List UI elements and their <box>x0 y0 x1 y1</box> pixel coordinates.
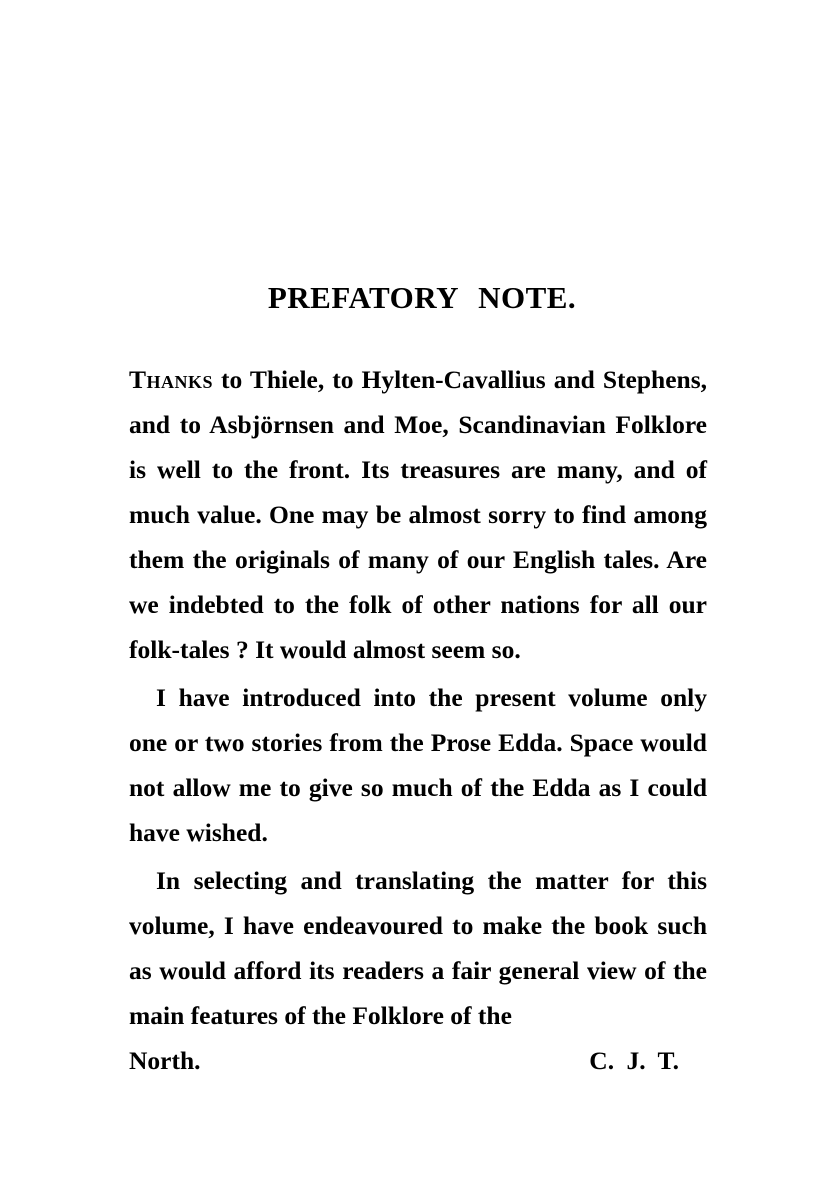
paragraph-third: In selecting and translating the matter for this volume, I have endeavoured to make the book such as would afford its readers a fair general view of the main features of the Folklore of the <box>129 866 707 1030</box>
paragraph-first-text: to Thiele, to Hylten-Cavallius and Stephens, and to Asbjörnsen and Moe, Scandinavian Folklore is well to the front. Its treasures are many, and of much value. One may be almost sorry to find among them the originals of many of our English tales. Are we indebted to the folk of other nations for all our folk-tales ? It would almost seem so. <box>129 365 707 664</box>
closing-word: North. <box>129 1046 201 1075</box>
paragraph-first <box>129 357 707 672</box>
paragraph-second: I have introduced into the present volume only one or two stories from the Prose Edda. Space would not allow me to give so much of the Edda as I could have wished. <box>129 683 707 847</box>
closing-line <box>129 1038 707 1083</box>
lead-word: Thanks <box>129 365 214 394</box>
note-body <box>129 357 707 1083</box>
page-title: PREFATORY NOTE. <box>267 280 577 315</box>
signature: C. J. T. <box>589 1046 679 1075</box>
